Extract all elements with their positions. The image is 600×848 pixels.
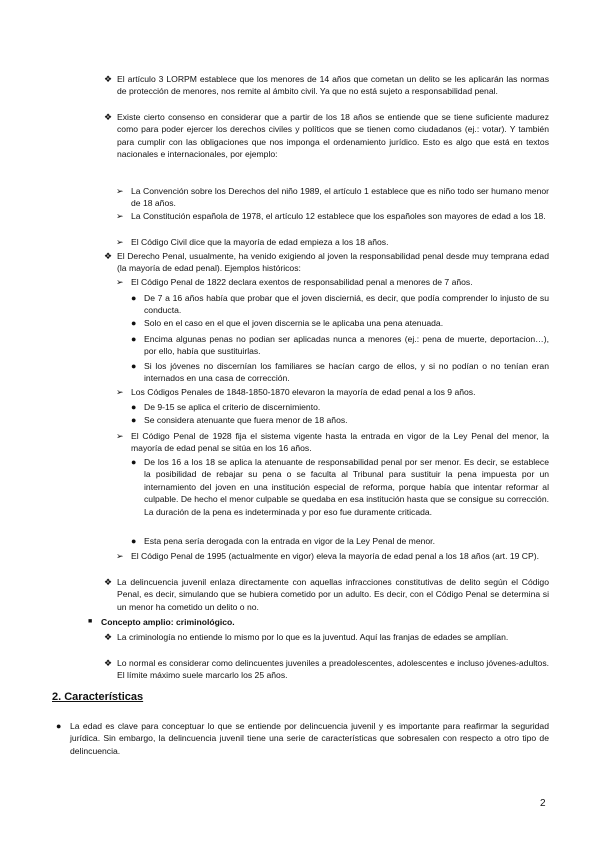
codigo-1822-point-2: Solo en el caso en el que el joven discernia se le aplicaba una pena atenuada. [144,318,444,328]
arrow-bullet-icon: ➢ [116,277,124,287]
section-paragraph: La edad es clave para conceptuar lo que se entiende por delincuencia juvenil y es importante para reafirmar la seguridad jurídica. Sin embargo, la delincuencia juvenil tiene una serie de características que sobresalen con respecto a otro tipo de delincuencia. [70,721,549,756]
arrow-bullet-icon: ➢ [116,387,124,397]
concepto-amplio-item-2: Lo normal es considerar como delincuentes juveniles a preadolescentes, adolescentes e incluso jóvenes-adultos. El límite máximo suele marcarlo los 25 años. [117,658,549,681]
diamond-bullet-icon: ❖ [104,251,113,261]
concepto-amplio-item-1: La criminología no entiende lo mismo por lo que es la juventud. Aquí las franjas de edades se amplían. [117,632,509,642]
round-bullet-icon: ● [131,293,137,303]
round-bullet-icon: ● [131,318,137,328]
arrow-bullet-icon: ➢ [116,186,124,196]
codigo-1822-point-3: Encima algunas penas no podian ser aplicadas nunca a menores (ej.: pena de muerte, deportacion…), por ello, había que sustituirlas. [144,334,549,357]
round-bullet-icon: ● [131,536,137,546]
example-convencion: La Convención sobre los Derechos del niño 1989, el artículo 1 establece que es niño todo ser humano menor de 18 años. [131,186,549,209]
round-bullet-icon: ● [131,361,137,371]
item-consenso: Existe cierto consenso en considerar que a partir de los 18 años se entiende que se tiene suficiente madurez como para poder ejercer los derechos civiles y políticos que se tienen como ciudadanos (ej.: votar). Y también para cumplir con las obligaciones que nos imponga el ordenamiento jurídico. Esto es algo que está en textos nacionales e internacionales, por ejemplo: [117,112,549,160]
item-derecho-penal: El Derecho Penal, usualmente, ha venido exigiendo al joven la responsabilidad penal desde muy temprana edad (la mayoría de edad penal). Ejemplos históricos: [117,251,549,274]
round-bullet-icon: ● [131,334,137,344]
diamond-bullet-icon: ❖ [104,74,113,84]
round-bullet-icon: ● [131,457,137,467]
codigo-1822: El Código Penal de 1822 declara exentos de responsabilidad penal a menores de 7 años. [131,277,473,287]
item-delincuencia: La delincuencia juvenil enlaza directamente con aquellas infracciones constitutivas de delito según el Código Penal, es decir, simulando que se hubiera cometido por un adulto. Es decir, con el Código Penal se determina si un menor ha cometido un delito o no. [117,577,549,612]
round-bullet-icon: ● [56,721,62,731]
codigo-1928: El Código Penal de 1928 fija el sistema vigente hasta la entrada en vigor de la Ley Penal del menor, la mayoría de edad penal se sitúa en los 16 años. [131,431,549,454]
arrow-bullet-icon: ➢ [116,237,124,247]
example-constitucion: La Constitución española de 1978, el artículo 12 establece que los españoles son mayores de edad a los 18. [131,211,546,221]
diamond-bullet-icon: ❖ [104,112,113,122]
concepto-amplio-title: Concepto amplio: criminológico. [101,617,235,627]
codigo-1822-point-1: De 7 a 16 años había que probar que el joven discierniá, es decir, que podía comprender lo injusto de su conducta. [144,293,549,316]
arrow-bullet-icon: ➢ [116,211,124,221]
codigo-1928-point-1: De los 16 a los 18 se aplica la atenuante de responsabilidad penal por ser menor. Es decir, se establece la posibilidad de rebajar su pena o se faculta al Tribunal para sustituir la pena impuesta por un internamiento del joven en una institución especial de reforma, porque había que intentar reformar al culpable. De hecho el menor culpable se quedaba en esa institución hasta que se consigue su corrección. La duración de la pena es indeterminada y por eso fue duramente criticada. [144,457,549,517]
round-bullet-icon: ● [131,415,137,425]
codigos-1848-point-2: Se considera atenuante que fuera menor de 18 años. [144,415,348,425]
item-lorpm: El artículo 3 LORPM establece que los menores de 14 años que cometan un delito se les aplicarán las normas de protección de menores, nos remite al ámbito civil. Ya que no está sujeto a responsabilidad penal. [117,74,549,97]
codigo-1928-point-2: Esta pena sería derogada con la entrada en vigor de la Ley Penal de menor. [144,536,435,546]
arrow-bullet-icon: ➢ [116,431,124,441]
diamond-bullet-icon: ❖ [104,577,113,587]
diamond-bullet-icon: ❖ [104,658,113,668]
diamond-bullet-icon: ❖ [104,632,113,642]
section-heading: 2. Características [52,691,144,703]
round-bullet-icon: ● [131,402,137,412]
example-codigo-civil: El Código Civil dice que la mayoría de edad empieza a los 18 años. [131,237,389,247]
codigo-1822-point-4: Si los jóvenes no discernían los familiares se hacían cargo de ellos, y si no podían o no tenían eran internados en una casa de corrección. [144,361,549,384]
codigos-1848: Los Códigos Penales de 1848-1850-1870 elevaron la mayoría de edad penal a los 9 años. [131,387,476,397]
page-number: 2 [540,798,546,809]
arrow-bullet-icon: ➢ [116,551,124,561]
codigos-1848-point-1: De 9-15 se aplica el criterio de discernimiento. [144,402,321,412]
codigo-1995: El Código Penal de 1995 (actualmente en vigor) eleva la mayoría de edad penal a los 18 años (art. 19 CP). [131,551,539,561]
square-bullet-icon: ■ [88,618,93,625]
